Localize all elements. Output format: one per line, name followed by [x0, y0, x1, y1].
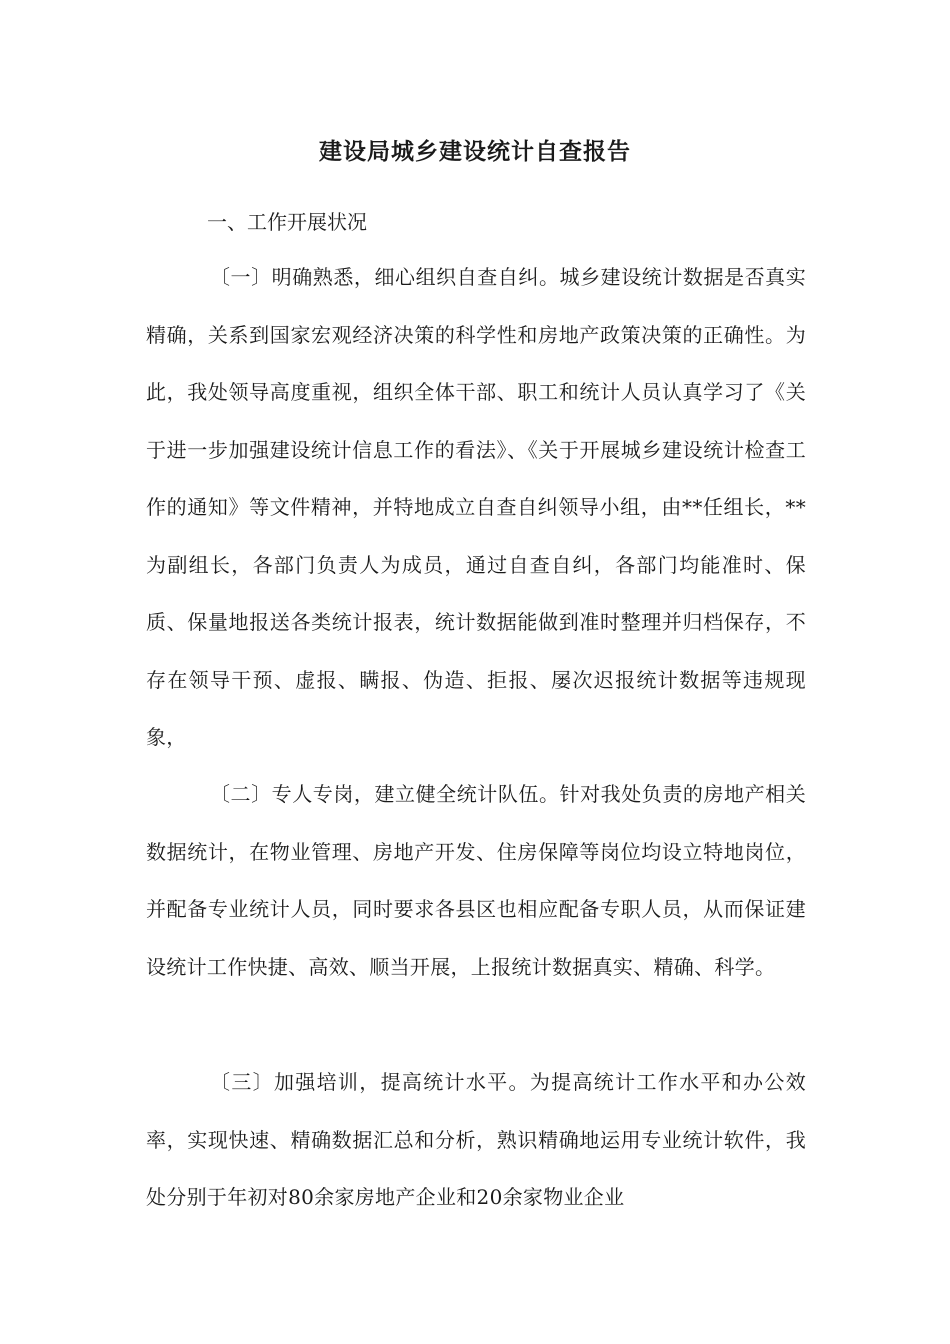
document-title: 建设局城乡建设统计自查报告 [319, 138, 631, 165]
paragraph-2: 〔二〕专人专岗，建立健全统计队伍。针对我处负责的房地产相关数据统计，在物业管理、房地产开发、住房保障等岗位均设立特地岗位，并配备专业统计人员，同时要求各县区也相应配备专职人员，从而保证建设统计工作快捷、高效、顺当开展，上报统计数据真实、精确、科学。 [146, 782, 806, 979]
paragraph-1: 〔一〕明确熟悉，细心组织自查自纠。城乡建设统计数据是否真实精确，关系到国家宏观经济决策的科学性和房地产政策决策的正确性。为此，我处领导高度重视，组织全体干部、职工和统计人员认真学习了《关于进一步加强建设统计信息工作的看法》、《关于开展城乡建设统计检查工作的通知》等文件精神，并特地成立自查自纠领导小组，由**任组长，**为副组长，各部门负责人为成员，通过自查自纠，各部门均能准时、保质、保量地报送各类统计报表，统计数据能做到准时整理并归档保存，不存在领导干预、虚报、瞒报、伪造、拒报、屡次迟报统计数据等违规现象， [146, 265, 806, 749]
paragraph-3: 〔三〕加强培训，提高统计水平。为提高统计工作水平和办公效率，实现快速、精确数据汇总和分析，熟识精确地运用专业统计软件，我处分别于年初对80余家房地产企业和20余家物业企业 [146, 1070, 806, 1209]
section-heading: 一、工作开展状况 [207, 210, 367, 234]
